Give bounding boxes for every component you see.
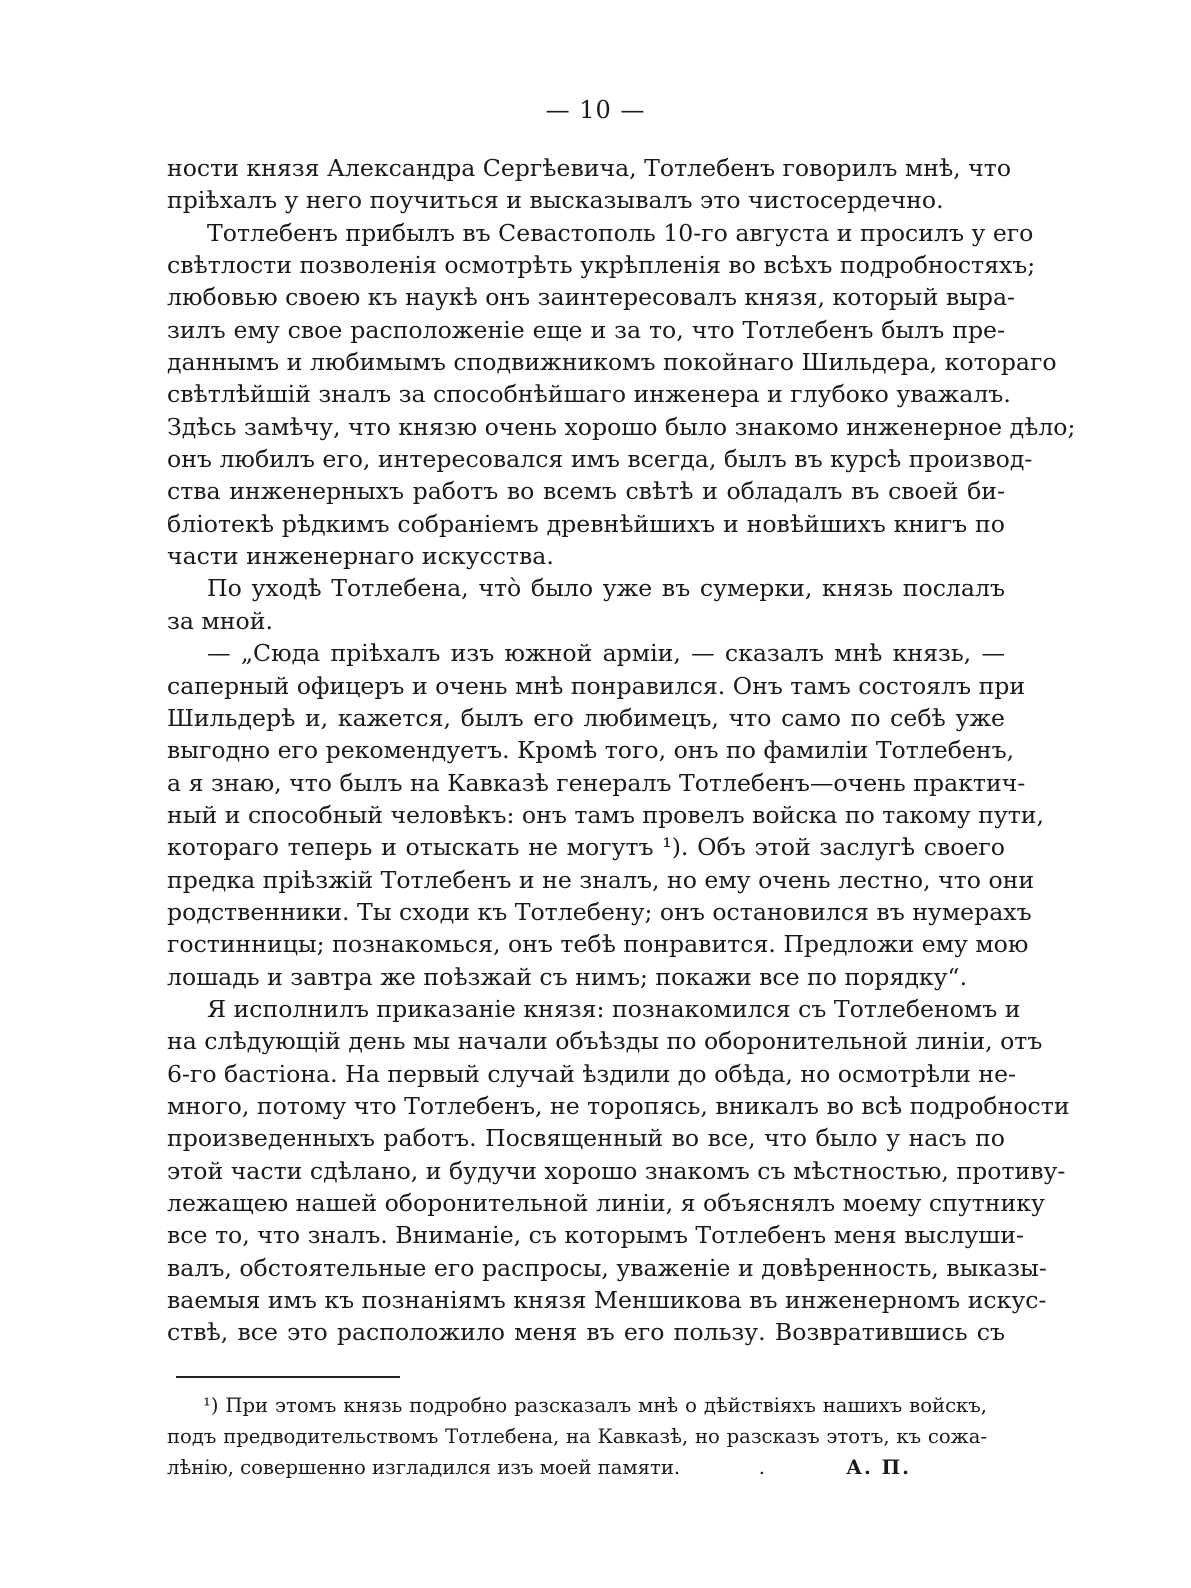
text-line: ности князя Александра Сергѣевича, Тотлебенъ говорилъ мнѣ, что	[167, 154, 1012, 182]
footnote-line	[167, 1452, 987, 1483]
text-line: зилъ ему свое расположеніе еще и за то, что Тотлебенъ былъ пре-	[167, 315, 1005, 344]
footnote-line: подъ предводительствомъ Тотлебена, на Кавказѣ, но разсказъ этотъ, къ сожа-	[167, 1425, 987, 1448]
text-line: за мной.	[167, 606, 273, 635]
text-line: котораго теперь и отыскать не могутъ ¹). Объ этой заслугѣ своего	[167, 833, 1005, 862]
body-text	[167, 152, 1076, 1349]
text-line: 6-го бастіона. На первый случай ѣздили до обѣда, но осмотрѣли не-	[167, 1059, 1017, 1088]
text-line: на слѣдующій день мы начали объѣзды по оборонительной линіи, отъ	[167, 1027, 1043, 1056]
text-line: Тотлебенъ прибылъ въ Севастополь 10-го августа и просилъ у его	[207, 218, 1034, 247]
footnote-divider	[176, 1376, 400, 1378]
text-line: любовью своею къ наукѣ онъ заинтересовалъ князя, который выра-	[167, 283, 1016, 312]
text-line: Шильдерѣ и, кажется, былъ его любимецъ, что само по себѣ уже	[167, 703, 1005, 732]
text-line: онъ любилъ его, интересовался имъ всегда, былъ въ курсѣ производ-	[167, 445, 1033, 474]
text-line: этой части сдѣлано, и будучи хорошо знакомъ съ мѣстностью, противу-	[167, 1156, 1066, 1185]
text-line: ства инженерныхъ работъ во всемъ свѣтѣ и обладалъ въ своей би-	[167, 477, 1005, 506]
text-line: бліотекѣ рѣдкимъ собраніемъ древнѣйшихъ и новѣйшихъ книгъ по	[167, 509, 1005, 538]
text-line: а я знаю, что былъ на Кавказѣ генералъ Тотлебенъ—очень практич-	[167, 768, 1026, 797]
text-line: даннымъ и любимымъ сподвижникомъ покойнаго Шильдера, котораго	[167, 348, 1057, 377]
text-line: выгодно его рекомендуетъ. Кромѣ того, онъ по фамиліи Тотлебенъ,	[167, 736, 1015, 765]
text-line: свѣтлости позволенія осмотрѣть укрѣпленія во всѣхъ подробностяхъ;	[167, 251, 1036, 280]
footnote-signature: А. П.	[846, 1456, 911, 1479]
footnote-line-text: лѣнію, совершенно изгладился изъ моей памяти.	[167, 1456, 681, 1479]
text-line: лежащею нашей оборонительной линіи, я объяснялъ моему спутнику	[167, 1189, 1045, 1217]
text-line: — „Сюда пріѣхалъ изъ южной арміи, — сказалъ мнѣ князь, —	[207, 639, 1005, 668]
text-line: саперный офицеръ и очень мнѣ понравился. Онъ тамъ состоялъ при	[167, 671, 1026, 700]
text-line: лошадь и завтра же поѣзжай съ нимъ; покажи все по порядку“.	[167, 962, 968, 991]
text-line: валъ, обстоятельные его распросы, уваженіе и довѣренность, выказы-	[167, 1253, 1047, 1282]
text-line: свѣтлѣйшій зналъ за способнѣйшаго инженера и глубоко уважалъ.	[167, 380, 1011, 409]
text-line: предка пріѣзжій Тотлебенъ и не зналъ, но ему очень лестно, что они	[167, 865, 1035, 894]
text-line: гостинницы; познакомься, онъ тебѣ понравится. Предложи ему мою	[167, 930, 1029, 959]
text-line: произведенныхъ работъ. Посвященный во все, что было у насъ по	[167, 1124, 1005, 1153]
text-line: родственники. Ты сходи къ Тотлебену; онъ остановился въ нумерахъ	[167, 897, 1032, 926]
page-number: — 10 —	[545, 96, 646, 124]
text-line: ваемыя имъ къ познаніямъ князя Меншикова въ инженерномъ искус-	[167, 1286, 1047, 1315]
footnote	[167, 1390, 987, 1483]
text-line: ствѣ, все это расположило меня въ его пользу. Возвратившись съ	[167, 1318, 1005, 1347]
text-line: все то, что зналъ. Вниманіе, съ которымъ Тотлебенъ меня выслуши-	[167, 1221, 1024, 1250]
text-line: По уходѣ Тотлебена, что̀ было уже въ сумерки, князь послалъ	[207, 574, 1005, 603]
text-line: Здѣсь замѣчу, что князю очень хорошо было знакомо инженерное дѣло;	[167, 412, 1076, 441]
text-line: много, потому что Тотлебенъ, не торопясь, вникалъ во всѣ подробности	[167, 1091, 1070, 1120]
text-line: Я исполнилъ приказаніе князя: познакомился съ Тотлебеномъ и	[207, 994, 1021, 1023]
text-line: пріѣхалъ у него поучиться и высказывалъ это чистосердечно.	[167, 186, 944, 215]
text-line: ный и способный человѣкъ: онъ тамъ провелъ войска по такому пути,	[167, 800, 1044, 829]
text-line: части инженернаго искусства.	[167, 542, 554, 571]
footnote-line: ¹) При этомъ князь подробно разсказалъ мнѣ о дѣйствіяхъ нашихъ войскъ,	[203, 1394, 987, 1417]
footnote-dot: .	[758, 1456, 765, 1479]
